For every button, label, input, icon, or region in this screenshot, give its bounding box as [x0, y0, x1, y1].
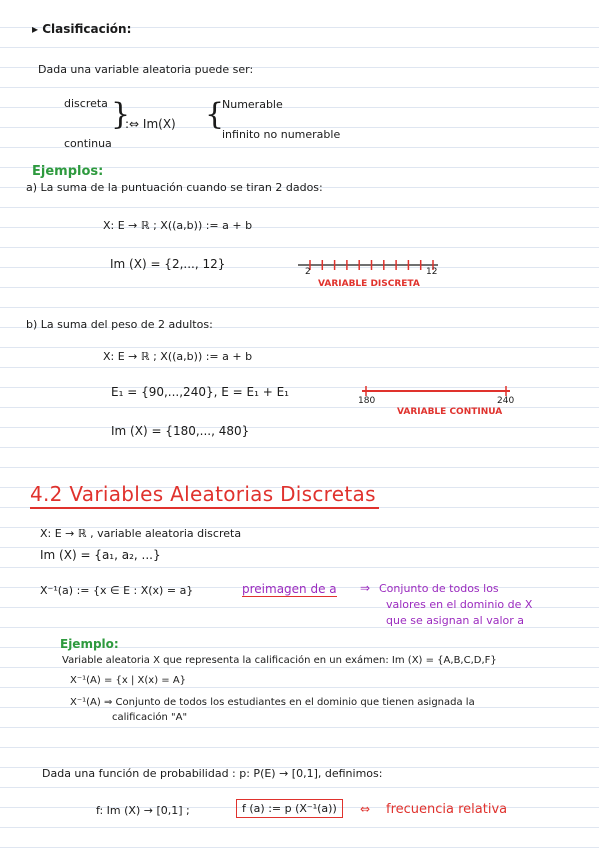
ejemplo-line-2: X⁻¹(A) = {x | X(x) = A} [70, 675, 187, 686]
ejemplo-line-1: Variable aleatoria X que representa la calificación en un exámen: Im (X) = {A,B,C,D,F} [62, 655, 497, 666]
ejemplo-label: Ejemplo: [60, 637, 119, 651]
f-boxed-formula: f (a) := p (X⁻¹(a)) [236, 799, 343, 818]
preimage-desc-2: valores en el dominio de X [386, 598, 533, 611]
ejemplo-line-3: X⁻¹(A) ⇒ Conjunto de todos los estudiantes en el dominio que tienen asignada la [70, 697, 475, 708]
intro-text: Dada una variable aleatoria puede ser: [38, 63, 254, 76]
continuous-caption: VARIABLE CONTINUA [397, 407, 503, 417]
continua-label: continua [64, 137, 112, 150]
preimage-formula: X⁻¹(a) := {x ∈ E : X(x) = a} [40, 584, 194, 597]
example-a-title: a) La suma de la puntuación cuando se tiran 2 dados: [26, 181, 323, 194]
discrete-caption: VARIABLE DISCRETA [318, 279, 420, 289]
f-definition: f: Im (X) → [0,1] ; [96, 804, 190, 817]
preimage-label: preimagen de a [242, 582, 337, 596]
bullet-icon: ▸ [32, 22, 43, 36]
section-heading: 4.2 Variables Aleatorias Discretas [30, 482, 376, 506]
rv-definition: X: E → ℝ , variable aleatoria discreta [40, 527, 242, 540]
example-a-definition: X: E → ℝ ; X((a,b)) := a + b [103, 219, 253, 232]
continuous-axis-end: 240 [497, 396, 515, 406]
ejemplo-line-4: calificación "A" [112, 712, 188, 723]
right-brace: } [111, 97, 131, 132]
implies-arrow-icon: ⇒ [360, 581, 371, 595]
section-title-text: Clasificación: [42, 22, 132, 36]
example-b-e1: E₁ = {90,...,240}, E = E₁ + E₁ [111, 385, 289, 399]
equivalence-arrow-icon: ⇔ [360, 802, 371, 816]
section-title [32, 22, 131, 36]
relative-frequency-label: frecuencia relativa [386, 802, 508, 817]
probability-intro: Dada una función de probabilidad : p: P(E) → [0,1], definimos: [42, 767, 383, 780]
rv-image: Im (X) = {a₁, a₂, ...} [40, 548, 161, 562]
preimage-desc-1: Conjunto de todos los [379, 582, 499, 595]
heading-underline [30, 507, 379, 509]
example-b-title: b) La suma del peso de 2 adultos: [26, 318, 213, 331]
discreta-label: discreta [64, 97, 108, 110]
discrete-number-line [296, 256, 446, 276]
example-b-image: Im (X) = {180,..., 480} [111, 424, 250, 438]
discrete-axis-start: 2 [305, 267, 311, 277]
discrete-axis-end: 12 [426, 267, 438, 277]
infinito-label: infinito no numerable [222, 128, 341, 141]
left-brace: { [205, 97, 225, 132]
ejemplos-label: Ejemplos: [32, 164, 104, 179]
example-b-definition: X: E → ℝ ; X((a,b)) := a + b [103, 350, 253, 363]
continuous-axis-start: 180 [358, 396, 376, 406]
iff-im-x: :⇔ Im(X) [125, 117, 176, 131]
numerable-label: Numerable [222, 98, 283, 111]
example-a-image: Im (X) = {2,..., 12} [110, 257, 226, 271]
preimage-desc-3: que se asignan al valor a [386, 614, 524, 627]
